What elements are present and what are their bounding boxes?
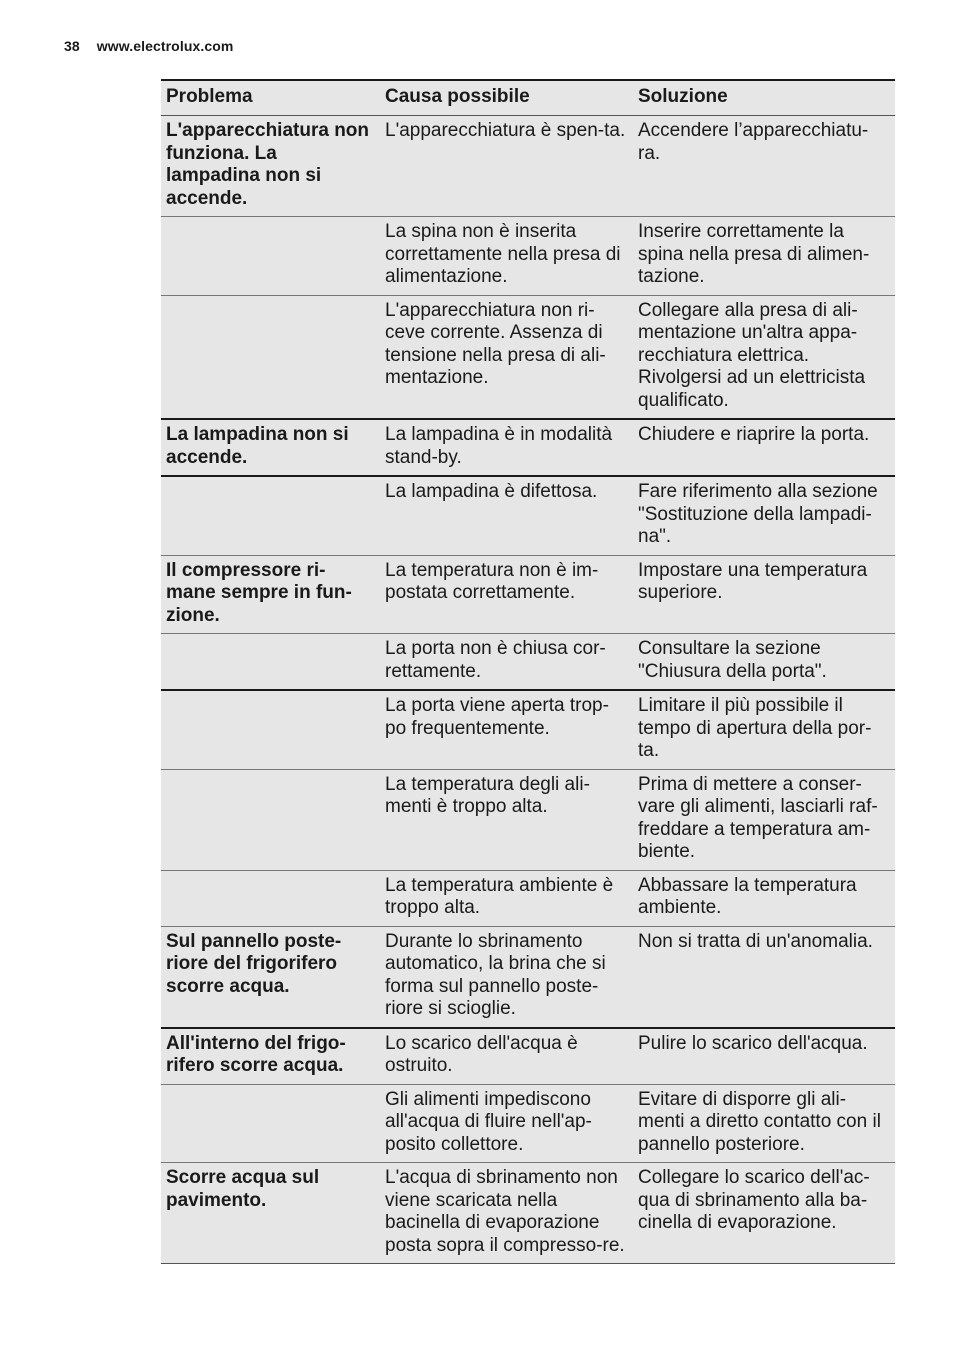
solution-cell: Collegare alla presa di ali-mentazione un'altra appa-recchiatura elettrica. Rivolgersi ad un elettricista qualificato. xyxy=(633,295,895,419)
solution-cell: Accendere l’apparecchiatu-ra. xyxy=(633,116,895,217)
table-row xyxy=(161,769,895,870)
column-header-solution: Soluzione xyxy=(633,80,895,116)
table-row xyxy=(161,1028,895,1085)
cause-cell: L'apparecchiatura è spen-ta. xyxy=(380,116,633,217)
problem-cell: All'interno del frigo-rifero scorre acqua. xyxy=(161,1028,380,1085)
column-header-problem: Problema xyxy=(161,80,380,116)
problem-cell xyxy=(161,870,380,926)
problem-cell: La lampadina non si accende. xyxy=(161,419,380,476)
cause-cell: Gli alimenti impediscono all'acqua di fluire nell'ap-posito collettore. xyxy=(380,1084,633,1163)
table-row xyxy=(161,217,895,296)
table-row xyxy=(161,555,895,634)
table-row xyxy=(161,1084,895,1163)
solution-cell: Abbassare la temperatura ambiente. xyxy=(633,870,895,926)
table-row xyxy=(161,634,895,691)
solution-cell: Consultare la sezione "Chiusura della porta". xyxy=(633,634,895,691)
cause-cell: La temperatura non è im-postata correttamente. xyxy=(380,555,633,634)
table-row xyxy=(161,419,895,476)
column-header-cause: Causa possibile xyxy=(380,80,633,116)
problem-cell xyxy=(161,295,380,419)
problem-cell xyxy=(161,690,380,769)
cause-cell: La lampadina è in modalità stand-by. xyxy=(380,419,633,476)
problem-cell: L'apparecchiatura non funziona. La lampadina non si accende. xyxy=(161,116,380,217)
troubleshooting-table xyxy=(161,79,895,1264)
problem-cell: Sul pannello poste-riore del frigorifero scorre acqua. xyxy=(161,926,380,1028)
solution-cell: Prima di mettere a conser-vare gli alimenti, lasciarli raf-freddare a temperatura am-biente. xyxy=(633,769,895,870)
table-row xyxy=(161,870,895,926)
table-row xyxy=(161,295,895,419)
table-row xyxy=(161,476,895,555)
page-header xyxy=(64,38,233,54)
cause-cell: Durante lo sbrinamento automatico, la brina che si forma sul pannello poste-riore si scioglie. xyxy=(380,926,633,1028)
solution-cell: Pulire lo scarico dell'acqua. xyxy=(633,1028,895,1085)
problem-cell xyxy=(161,769,380,870)
solution-cell: Evitare di disporre gli ali-menti a diretto contatto con il pannello posteriore. xyxy=(633,1084,895,1163)
website-url: www.electrolux.com xyxy=(96,38,234,54)
cause-cell: L'acqua di sbrinamento non viene scaricata nella bacinella di evaporazione posta sopra il compresso-re. xyxy=(380,1163,633,1264)
solution-cell: Non si tratta di un'anomalia. xyxy=(633,926,895,1028)
problem-cell xyxy=(161,1084,380,1163)
solution-cell: Limitare il più possibile il tempo di apertura della por-ta. xyxy=(633,690,895,769)
solution-cell: Collegare lo scarico dell'ac-qua di sbrinamento alla ba-cinella di evaporazione. xyxy=(633,1163,895,1264)
solution-cell: Fare riferimento alla sezione "Sostituzione della lampadi-na". xyxy=(633,476,895,555)
solution-cell: Inserire correttamente la spina nella presa di alimen-tazione. xyxy=(633,217,895,296)
problem-cell: Scorre acqua sul pavimento. xyxy=(161,1163,380,1264)
cause-cell: La temperatura ambiente è troppo alta. xyxy=(380,870,633,926)
cause-cell: La spina non è inserita correttamente nella presa di alimentazione. xyxy=(380,217,633,296)
table-row xyxy=(161,690,895,769)
table-row xyxy=(161,1163,895,1264)
solution-cell: Chiudere e riaprire la porta. xyxy=(633,419,895,476)
cause-cell: Lo scarico dell'acqua è ostruito. xyxy=(380,1028,633,1085)
table-row xyxy=(161,116,895,217)
problem-cell xyxy=(161,217,380,296)
solution-cell: Impostare una temperatura superiore. xyxy=(633,555,895,634)
cause-cell: La temperatura degli ali-menti è troppo alta. xyxy=(380,769,633,870)
cause-cell: La porta non è chiusa cor-rettamente. xyxy=(380,634,633,691)
problem-cell: Il compressore ri-mane sempre in fun-zione. xyxy=(161,555,380,634)
table-row xyxy=(161,926,895,1028)
problem-cell xyxy=(161,634,380,691)
problem-cell xyxy=(161,476,380,555)
page-number: 38 xyxy=(64,38,80,54)
cause-cell: L'apparecchiatura non ri-ceve corrente. Assenza di tensione nella presa di ali-mentazione. xyxy=(380,295,633,419)
cause-cell: La lampadina è difettosa. xyxy=(380,476,633,555)
cause-cell: La porta viene aperta trop-po frequentemente. xyxy=(380,690,633,769)
table-header-row xyxy=(161,80,895,116)
